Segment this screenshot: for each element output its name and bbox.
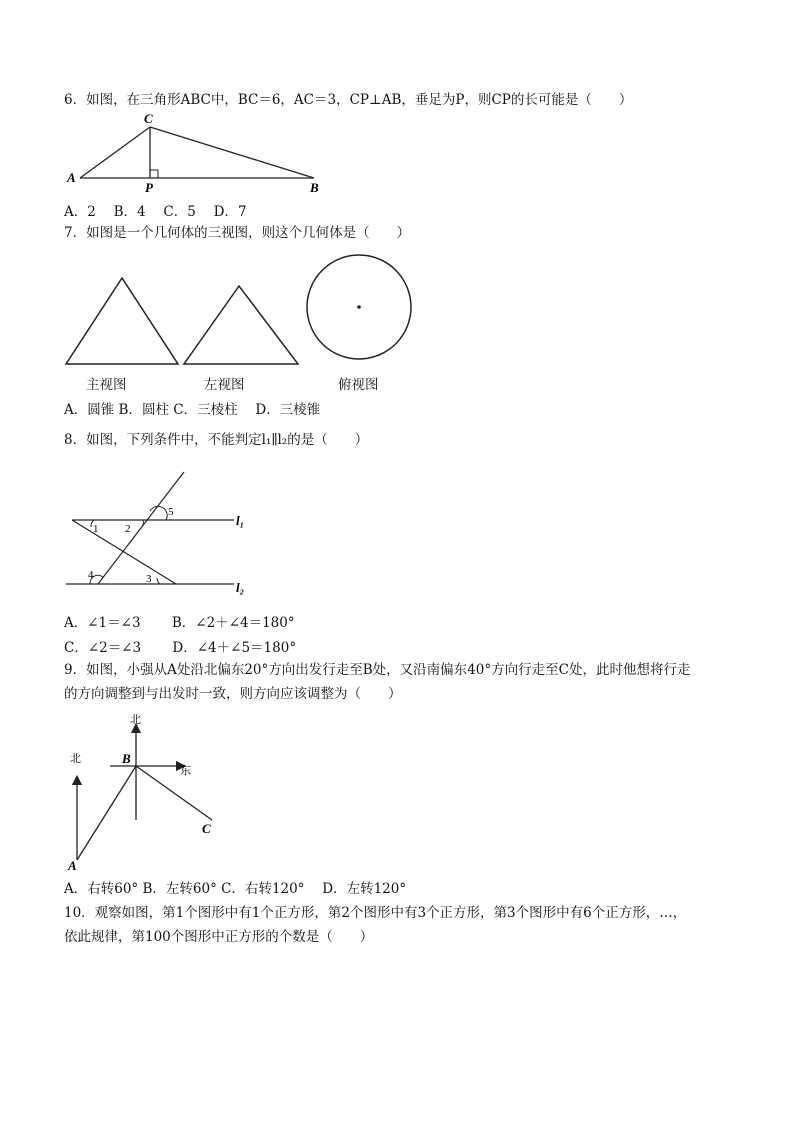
q8-label-1: 1 — [93, 523, 99, 535]
q7-caption-left: 左视图 — [204, 377, 245, 393]
q9-label-east: 东 — [180, 765, 191, 777]
q7-caption-top: 俯视图 — [338, 377, 379, 393]
q9-label-c: C — [202, 821, 211, 836]
q9-label-b: B — [122, 751, 131, 766]
q10-stem-line2: 依此规律，第100个图形中正方形的个数是（ ） — [64, 929, 374, 945]
q6-label-a: A — [67, 170, 76, 185]
q8-stem: 8．如图，下列条件中，不能判定l₁∥l₂的是（ ） — [64, 432, 369, 448]
q9-stem-line2: 的方向调整到与出发时一致，则方向应该调整为（ ） — [64, 686, 402, 702]
q8-parallel-lines-figure — [64, 466, 254, 600]
q8-label-3: 3 — [146, 573, 152, 585]
q6-options: A．2 B．4 C．5 D．7 — [64, 204, 247, 220]
q9-label-a: A — [68, 858, 77, 873]
q8-label-2: 2 — [125, 523, 131, 535]
q6-label-b: B — [310, 180, 319, 195]
q8-label-l2: l₂ — [236, 580, 245, 595]
q9-label-north-b: 北 — [130, 714, 141, 726]
q8-options-row2: C．∠2＝∠3 D．∠4＋∠5＝180° — [64, 640, 297, 656]
q7-stem: 7．如图是一个几何体的三视图，则这个几何体是（ ） — [64, 225, 411, 241]
q10-stem-line1: 10．观察如图，第1个图形中有1个正方形，第2个图形中有3个正方形，第3个图形中有6个正方形，…， — [64, 905, 687, 921]
q6-label-c: C — [144, 111, 153, 126]
q8-label-4: 4 — [88, 569, 94, 581]
q7-left-view — [182, 284, 300, 366]
q8-options-row1: A．∠1＝∠3 B．∠2＋∠4＝180° — [64, 615, 295, 631]
q6-stem: 6．如图，在三角形ABC中，BC＝6，AC＝3，CP⊥AB，垂足为P，则CP的长可能是（ ） — [64, 92, 633, 108]
q8-label-5: 5 — [168, 506, 174, 518]
q7-front-view — [64, 276, 180, 366]
q7-caption-front: 主视图 — [86, 377, 127, 393]
q6-label-p: P — [145, 180, 153, 195]
q8-label-l1: l₁ — [236, 513, 245, 528]
q6-triangle-figure — [64, 110, 326, 194]
q9-options: A．右转60° B．左转60° C．右转120° D．左转120° — [64, 881, 407, 897]
q9-label-north-a: 北 — [70, 753, 81, 765]
q7-top-view — [305, 253, 415, 363]
q7-options: A．圆锥 B．圆柱 C．三棱柱 D．三棱锥 — [64, 402, 321, 418]
q9-stem-line1: 9．如图，小强从A处沿北偏东20°方向出发行走至B处，又沿南偏东40°方向行走至C处，此时他想将行走 — [64, 662, 691, 678]
q9-direction-figure — [64, 712, 224, 872]
